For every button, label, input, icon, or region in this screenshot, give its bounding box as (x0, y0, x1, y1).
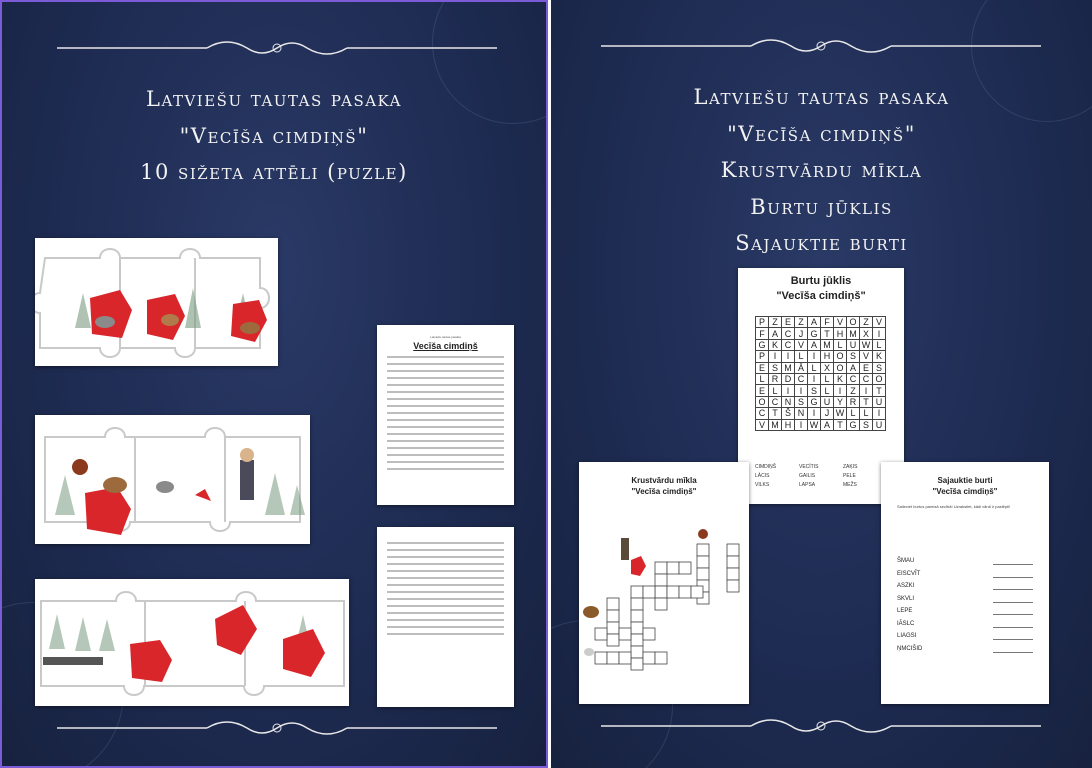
scrambled-word: LEPE (897, 608, 913, 614)
grid-cell: C (860, 373, 873, 384)
grid-cell: C (769, 396, 782, 407)
worksheet-subtitle: "Vecīša cimdiņš" (631, 487, 697, 496)
title-line: 10 sižeta attēli (puzle) (140, 160, 408, 184)
bottom-ornament (57, 716, 497, 740)
grid-cell: I (860, 385, 873, 396)
title-line: Krustvārdu mīkla (720, 158, 923, 182)
grid-cell: L (769, 385, 782, 396)
word-search-worksheet (738, 268, 904, 504)
grid-cell: H (782, 419, 795, 430)
scrambled-word: ŠMAU (897, 558, 915, 564)
old-man (240, 460, 254, 500)
answer-line (993, 564, 1033, 565)
grid-cell: I (873, 328, 886, 339)
grid-cell: Z (769, 317, 782, 328)
crossword-grid (579, 502, 749, 702)
word-bank-item: MEŽS (843, 482, 857, 488)
grid-cell: S (808, 385, 821, 396)
grid-cell: X (821, 362, 834, 373)
mitten (631, 556, 646, 576)
grid-cell: L (756, 373, 769, 384)
grid-cell: V (795, 339, 808, 350)
word-bank-item: LĀCIS (755, 473, 770, 479)
page-title (551, 79, 1092, 262)
word-bank-item: VILKS (755, 482, 770, 488)
worksheet-subtitle: "Vecīša cimdiņš" (932, 487, 998, 496)
grid-cell: S (873, 362, 886, 373)
grid-cell: K (769, 339, 782, 350)
grid-cell: L (834, 339, 847, 350)
grid-cell: G (808, 396, 821, 407)
grid-cell: D (782, 373, 795, 384)
grid-cell: U (873, 419, 886, 430)
grid-cell: R (847, 396, 860, 407)
grid-cell: T (821, 328, 834, 339)
answer-line (993, 627, 1033, 628)
rooster (72, 459, 88, 475)
grid-cell: E (782, 317, 795, 328)
title-line: Sajauktie burti (735, 231, 908, 255)
grid-cell: R (769, 373, 782, 384)
grid-cell: O (834, 351, 847, 362)
grid-cell: T (873, 385, 886, 396)
puzzle-strip-3 (35, 579, 349, 706)
grid-cell: X (860, 328, 873, 339)
grid-cell: H (834, 328, 847, 339)
grid-cell: C (782, 328, 795, 339)
grid-cell: V (756, 419, 769, 430)
grid-cell: V (873, 317, 886, 328)
grid-cell: U (873, 396, 886, 407)
grid-cell: F (821, 317, 834, 328)
title-line: Burtu jūklis (750, 194, 893, 219)
worksheet-title: Burtu jūklis (790, 275, 852, 287)
grid-cell: C (795, 373, 808, 384)
word-bank-item: CIMDIŅŠ (755, 464, 777, 470)
grid-cell: M (782, 362, 795, 373)
word-search-grid (755, 316, 886, 431)
scrambled-word: ASZKI (897, 583, 915, 589)
story-text-page-2 (377, 527, 514, 707)
grid-cell: G (847, 419, 860, 430)
grid-cell: Š (782, 408, 795, 419)
grid-cell: I (782, 385, 795, 396)
grid-cell: M (847, 328, 860, 339)
grid-cell: E (756, 385, 769, 396)
grid-cell: O (847, 317, 860, 328)
grid-cell: K (834, 373, 847, 384)
answer-line (993, 577, 1033, 578)
grid-cell: L (860, 408, 873, 419)
scrambled-word: LIAGSI (897, 633, 917, 639)
grid-cell: P (756, 317, 769, 328)
grid-cell: M (821, 339, 834, 350)
grid-cell: I (873, 408, 886, 419)
scramble-worksheet (881, 462, 1049, 704)
grid-cell: C (782, 339, 795, 350)
grid-cell: E (756, 362, 769, 373)
grid-cell: S (860, 419, 873, 430)
worksheet-title: Krustvārdu mīkla (631, 476, 697, 485)
worksheet-title: Sajauktie burti (937, 476, 993, 485)
grid-cell: Ā (795, 362, 808, 373)
word-bank (755, 464, 895, 491)
page-title (2, 81, 546, 191)
rooster (698, 529, 708, 539)
grid-cell: I (834, 385, 847, 396)
grid-cell: I (795, 385, 808, 396)
grid-cell: H (821, 351, 834, 362)
grid-cell: G (756, 339, 769, 350)
title-line: Latviešu tautas pasaka (693, 85, 950, 109)
answer-line (993, 602, 1033, 603)
grid-cell: S (847, 351, 860, 362)
grid-cell: I (808, 373, 821, 384)
grid-cell: J (795, 328, 808, 339)
word-bank-item: GAILIS (799, 473, 816, 479)
grid-cell: Y (834, 396, 847, 407)
puzzle-strip-2 (35, 415, 310, 544)
grid-cell: L (821, 385, 834, 396)
grid-cell: F (756, 328, 769, 339)
grid-cell: L (847, 408, 860, 419)
bottom-ornament (601, 714, 1041, 738)
grid-cell: L (795, 351, 808, 362)
right-panel (551, 0, 1092, 768)
grid-cell: J (821, 408, 834, 419)
grid-cell: L (808, 362, 821, 373)
scrambled-word: EISCVĪT (897, 570, 921, 577)
grid-cell: V (860, 351, 873, 362)
grid-cell: W (808, 419, 821, 430)
grid-cell: A (808, 317, 821, 328)
scrambled-word: SKVLI (897, 595, 915, 602)
grid-cell: W (860, 339, 873, 350)
word-bank-item: LAPSA (799, 482, 816, 488)
word-bank-item: VECĪTIS (799, 464, 819, 470)
grid-cell: M (769, 419, 782, 430)
grid-cell: C (756, 408, 769, 419)
grid-cell: A (808, 339, 821, 350)
grid-cell: L (873, 339, 886, 350)
grid-cell: I (769, 351, 782, 362)
grid-cell: A (821, 419, 834, 430)
story-text-page-1 (377, 325, 514, 505)
grid-cell: O (756, 396, 769, 407)
scrambled-word: IĀSLC (897, 620, 915, 627)
scrambled-word: ŅMCIŠID (897, 645, 923, 652)
worksheet-subtitle: "Vecīša cimdiņš" (776, 290, 866, 302)
grid-cell: P (756, 351, 769, 362)
grid-cell: O (834, 362, 847, 373)
grid-cell: N (795, 408, 808, 419)
grid-cell: I (808, 351, 821, 362)
doc-subheading: Latviešu tautas pasaka (430, 335, 461, 339)
title-line: "Vecīša cimdiņš" (179, 123, 369, 148)
word-bank-item: PELE (843, 473, 856, 479)
grid-cell: L (821, 373, 834, 384)
crossword-worksheet (579, 462, 749, 704)
answer-line (993, 614, 1033, 615)
grid-cell: E (860, 362, 873, 373)
grid-cell: A (847, 362, 860, 373)
top-ornament (57, 36, 497, 60)
grid-cell: W (834, 408, 847, 419)
grid-cell: C (847, 373, 860, 384)
answer-line (993, 652, 1033, 653)
puzzle-strip-1 (35, 238, 278, 366)
grid-cell: A (769, 328, 782, 339)
grid-cell: O (873, 373, 886, 384)
sleigh (43, 657, 103, 665)
grid-cell: I (795, 419, 808, 430)
grid-cell: I (782, 351, 795, 362)
grid-cell: U (847, 339, 860, 350)
grid-cell: T (769, 408, 782, 419)
title-line: "Vecīša cimdiņš" (727, 121, 916, 146)
bear (583, 606, 599, 618)
answer-line (993, 589, 1033, 590)
grid-cell: G (808, 328, 821, 339)
grid-cell: U (821, 396, 834, 407)
old-man (621, 538, 629, 560)
grid-cell: Z (795, 317, 808, 328)
top-ornament (601, 34, 1041, 58)
grid-cell: S (795, 396, 808, 407)
grid-cell: K (873, 351, 886, 362)
grid-cell: N (782, 396, 795, 407)
grid-cell: Z (847, 385, 860, 396)
answer-line (993, 639, 1033, 640)
doc-heading: Vecīša cimdiņš (413, 341, 478, 351)
grid-cell: S (769, 362, 782, 373)
grid-cell: Z (860, 317, 873, 328)
instructions: Salieciet burtus pareizā secībā! Uzrakstiet, kādi vārdi ir paslēpti! (897, 504, 1011, 509)
word-bank-item: ZAĶIS (843, 464, 858, 470)
grid-cell: T (834, 419, 847, 430)
title-line: Latviešu tautas pasaka (146, 87, 402, 111)
grid-cell: T (860, 396, 873, 407)
grid-cell: V (834, 317, 847, 328)
grid-cell: I (808, 408, 821, 419)
